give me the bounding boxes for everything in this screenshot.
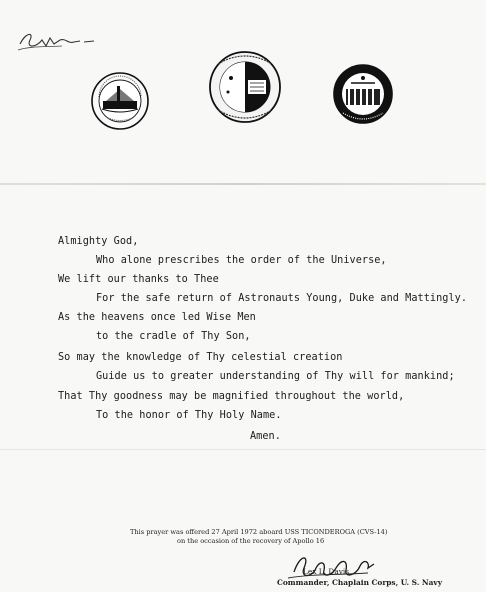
signatory-name: Lex L. Davis <box>303 567 350 576</box>
uss-ticonderoga-guardian-seal <box>208 50 282 124</box>
prayer-line-9: To the honor of Thy Holy Name. <box>96 410 282 421</box>
salutation: Almighty God, <box>58 236 139 247</box>
paper-fold-line <box>0 183 486 185</box>
handwritten-annotation <box>16 26 98 52</box>
prayer-line-3: For the safe return of Astronauts Young, Duke and Mattingly. <box>96 293 468 304</box>
uss-ticonderoga-apollo-16-seal <box>90 71 150 131</box>
prayer-line-4: As the heavens once led Wise Men <box>58 312 256 323</box>
paper-crease <box>0 449 486 450</box>
signatory-title: Commander, Chaplain Corps, U. S. Navy <box>277 578 442 587</box>
prayer-line-7: Guide us to greater understanding of Thy will for mankind; <box>96 371 455 382</box>
closing: Amen. <box>250 431 281 442</box>
apollo-16-mission-seal <box>333 63 393 125</box>
prayer-line-5: to the cradle of Thy Son, <box>96 331 251 342</box>
prayer-line-2: We lift our thanks to Thee <box>58 274 219 285</box>
footer-line-1: This prayer was offered 27 April 1972 aboard USS TICONDEROGA (CVS-14) <box>130 528 388 536</box>
footer-line-2: on the occasion of the recovery of Apollo 16 <box>177 537 325 545</box>
prayer-line-8: That Thy goodness may be magnified throughout the world, <box>58 391 405 402</box>
prayer-line-6: So may the knowledge of Thy celestial creation <box>58 352 343 363</box>
prayer-line-1: Who alone prescribes the order of the Universe, <box>96 255 387 266</box>
